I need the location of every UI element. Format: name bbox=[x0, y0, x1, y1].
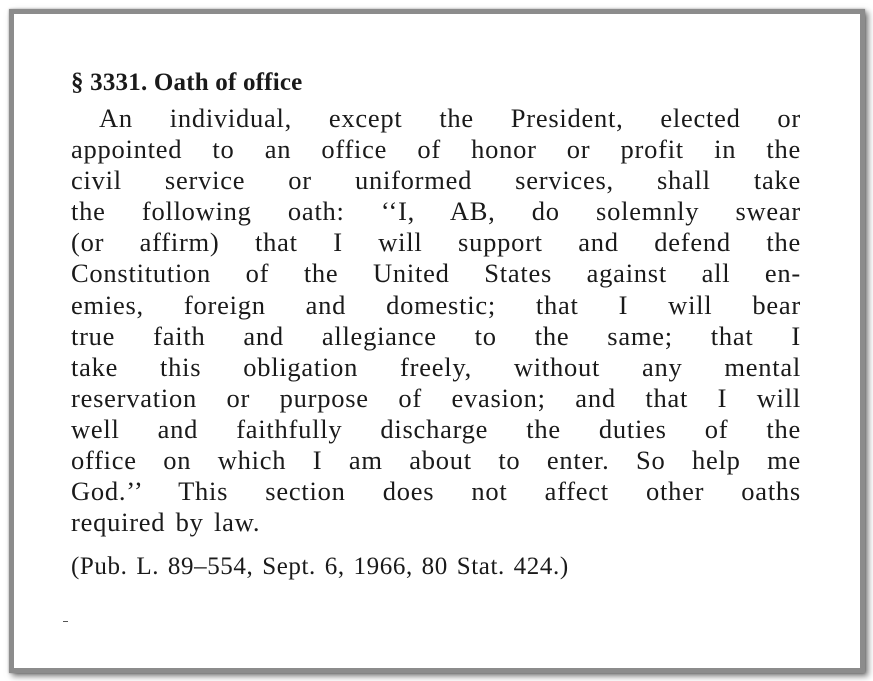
paragraph-line: true faith and allegiance to the same; that I bbox=[71, 320, 801, 351]
paragraph-line: required by law. bbox=[71, 507, 261, 538]
stray-mark bbox=[63, 621, 68, 622]
paragraph-line: reservation or purpose of evasion; and that I will bbox=[71, 382, 801, 413]
oath-paragraph bbox=[71, 103, 801, 538]
paragraph-line: office on which I am about to enter. So help me bbox=[71, 445, 801, 476]
paragraph-line: civil service or uniformed services, shall take bbox=[71, 165, 801, 196]
paragraph-line: Constitution of the United States against all en- bbox=[71, 258, 801, 289]
paragraph-line: well and faithfully discharge the duties of the bbox=[71, 413, 801, 444]
paragraph-line: God.’’ This section does not affect other oaths bbox=[71, 476, 801, 507]
section-heading: § 3331. Oath of office bbox=[71, 69, 303, 96]
paragraph-line: An individual, except the President, elected or bbox=[99, 103, 801, 133]
statute-section bbox=[71, 68, 801, 582]
paragraph-line: (or affirm) that I will support and defend the bbox=[71, 227, 801, 258]
paragraph-line: emies, foreign and domestic; that I will bear bbox=[71, 289, 801, 320]
paragraph-line: the following oath: ‘‘I, AB, do solemnly swear bbox=[71, 196, 801, 227]
source-citation: (Pub. L. 89–554, Sept. 6, 1966, 80 Stat. 424.) bbox=[71, 553, 569, 581]
paragraph-line: take this obligation freely, without any mental bbox=[71, 351, 801, 382]
paragraph-line: appointed to an office of honor or profit in the bbox=[71, 134, 801, 165]
